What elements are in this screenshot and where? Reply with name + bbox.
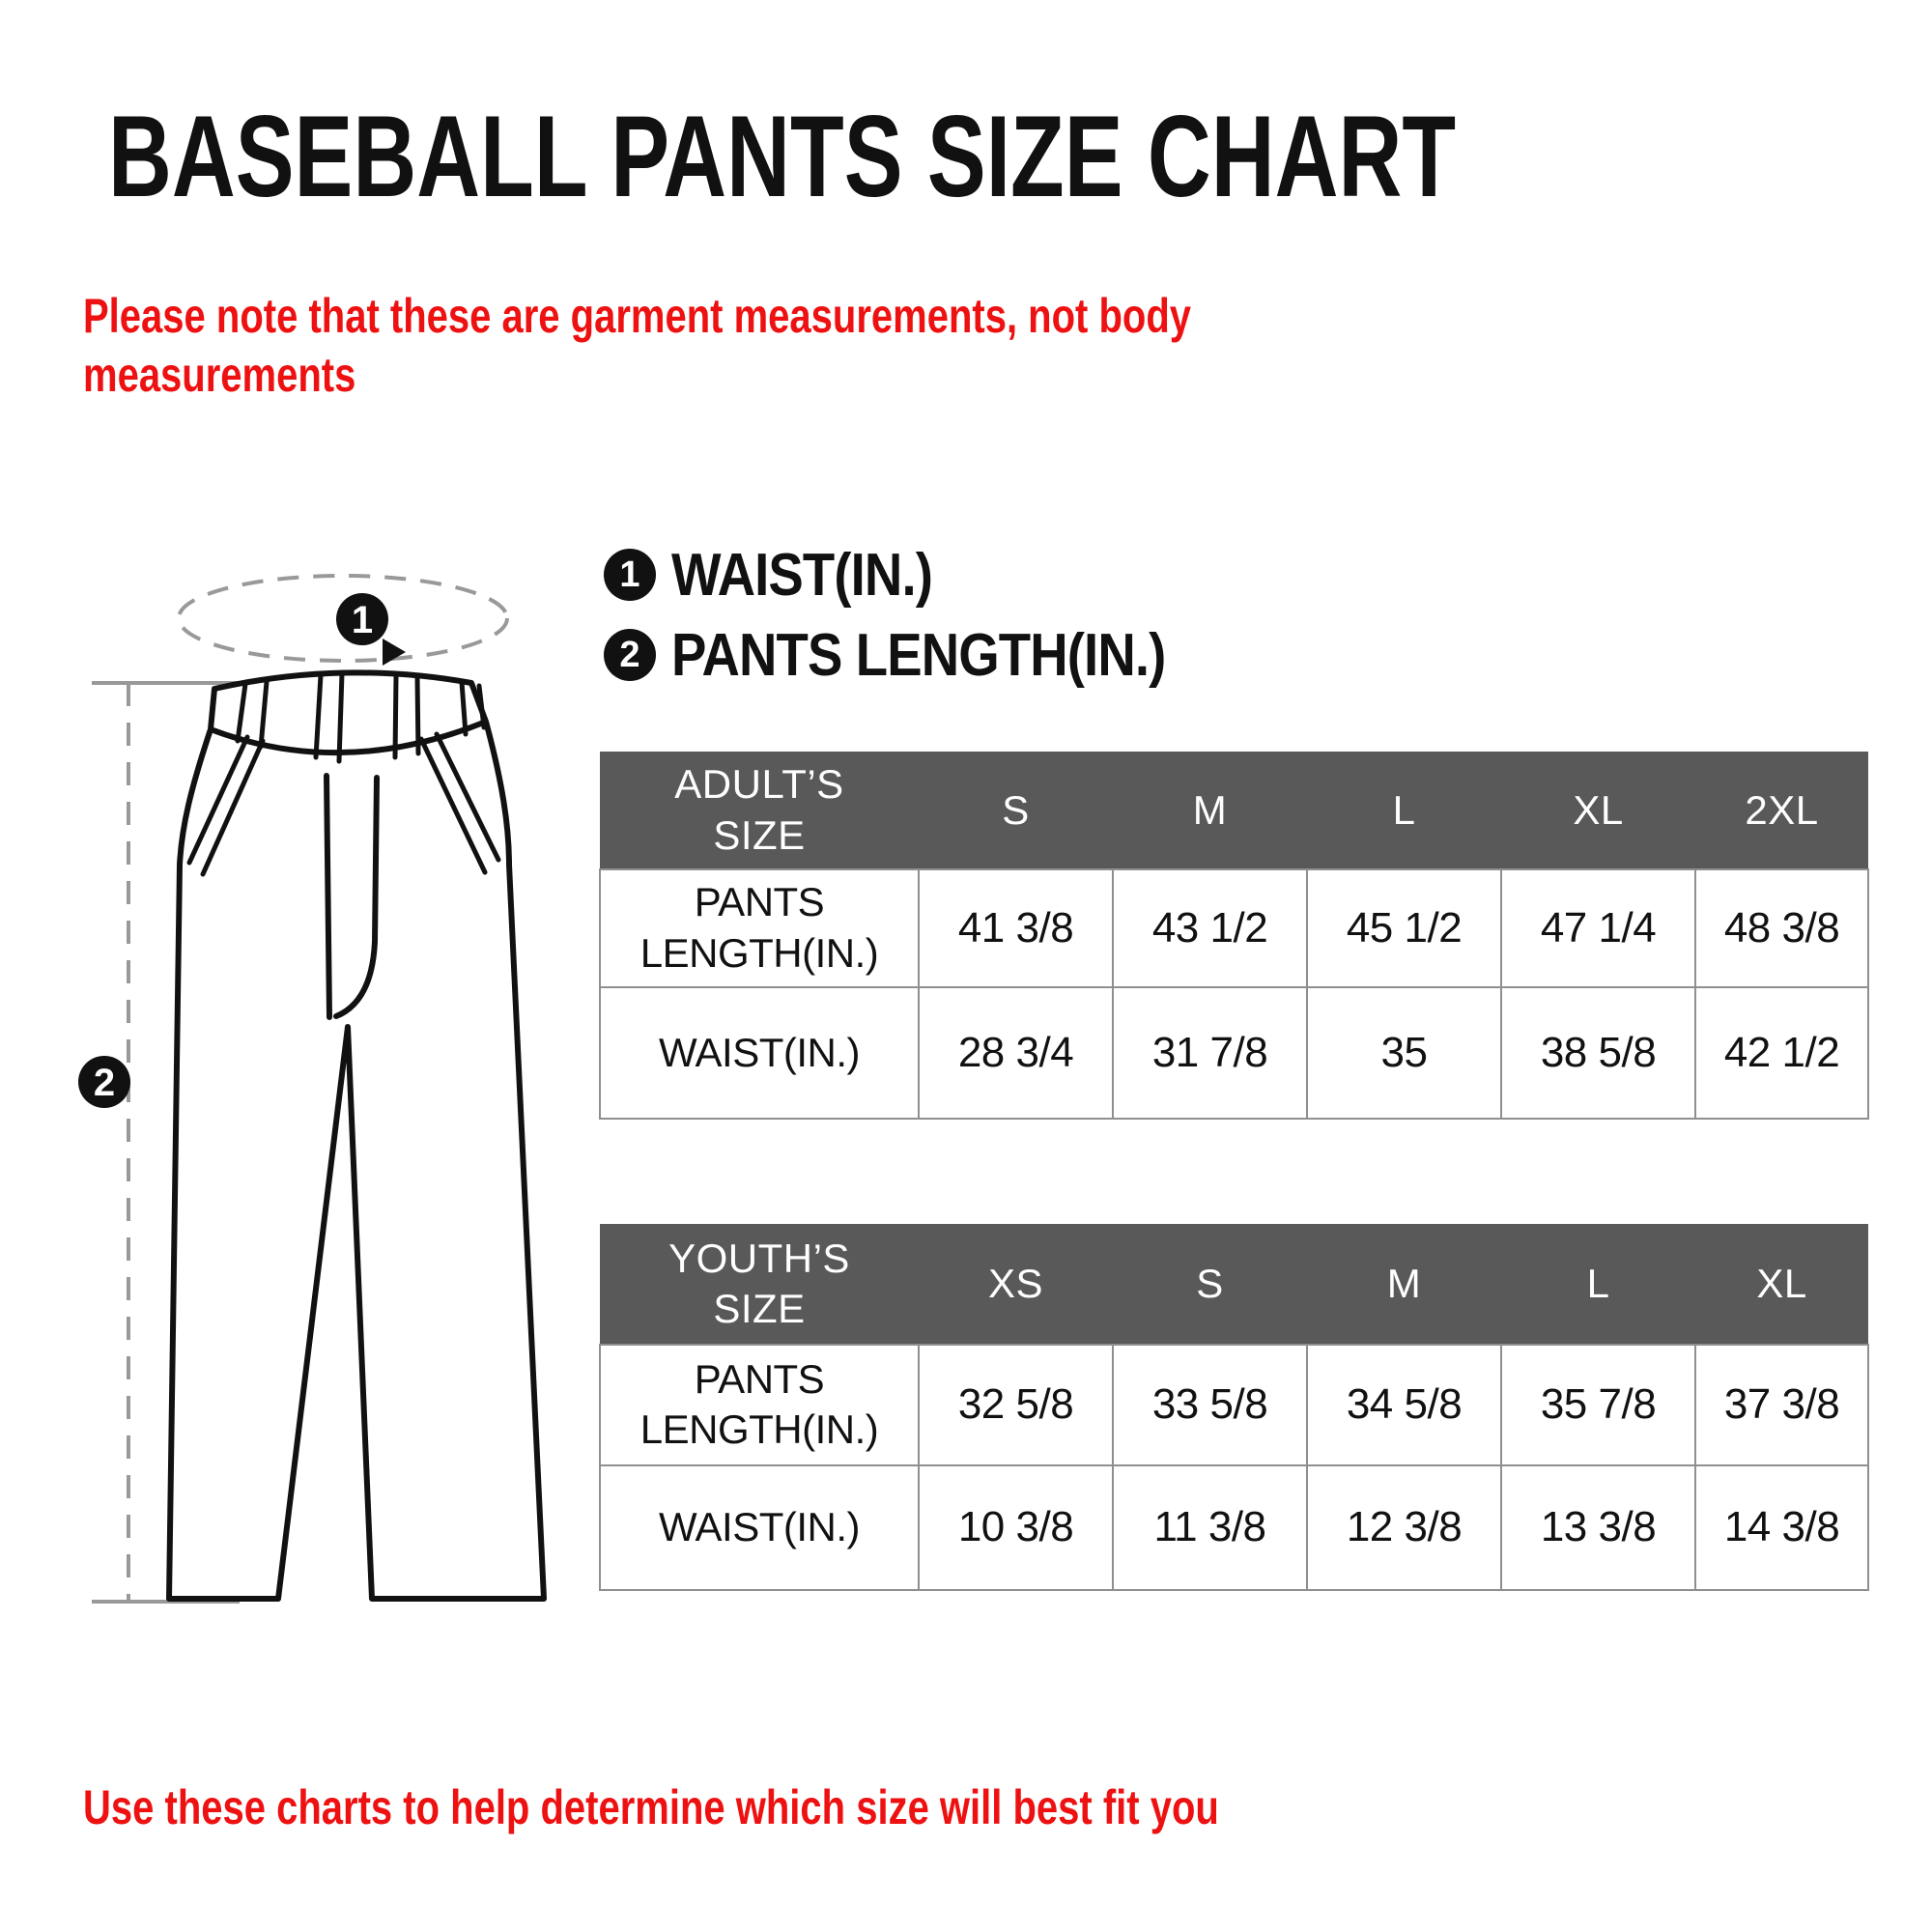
cell-value: 13 3/8 (1501, 1465, 1695, 1590)
cell-value: 38 5/8 (1501, 987, 1695, 1119)
adult-header-row (600, 752, 1868, 869)
cell-value: 48 3/8 (1695, 869, 1868, 987)
adult-col-2xl: 2XL (1695, 752, 1868, 869)
youth-header-row (600, 1224, 1868, 1345)
cell-value: 14 3/8 (1695, 1465, 1868, 1590)
length-marker-badge (78, 1056, 130, 1108)
cell-value: 37 3/8 (1695, 1345, 1868, 1465)
youth-col-l: L (1501, 1224, 1695, 1345)
youth-waist-row (600, 1465, 1868, 1590)
row-label: PANTS LENGTH(IN.) (600, 1345, 919, 1465)
svg-text:2: 2 (93, 1062, 116, 1104)
fit-help-note: Use these charts to help determine which size will best fit you (83, 1780, 1219, 1834)
cell-value: 42 1/2 (1695, 987, 1868, 1119)
cell-value: 33 5/8 (1113, 1345, 1307, 1465)
svg-text:1: 1 (351, 599, 374, 641)
youth-size-table (599, 1224, 1869, 1591)
row-label: WAIST(IN.) (600, 987, 919, 1119)
legend-item-length (604, 621, 1233, 689)
adult-size-header: ADULT’S SIZE (600, 752, 919, 869)
adult-col-s: S (919, 752, 1113, 869)
waist-marker-badge (336, 593, 388, 645)
legend-label-length: PANTS LENGTH(IN.) (671, 621, 1166, 689)
row-label: WAIST(IN.) (600, 1465, 919, 1590)
cell-value: 35 7/8 (1501, 1345, 1695, 1465)
adult-col-m: M (1113, 752, 1307, 869)
cell-value: 28 3/4 (919, 987, 1113, 1119)
cell-value: 31 7/8 (1113, 987, 1307, 1119)
row-label: PANTS LENGTH(IN.) (600, 869, 919, 987)
cell-value: 41 3/8 (919, 869, 1113, 987)
pants-measurement-diagram (68, 536, 628, 1657)
cell-value: 47 1/4 (1501, 869, 1695, 987)
legend-badge-2: 2 (604, 629, 656, 681)
garment-measurement-note (83, 287, 1191, 405)
legend-item-waist (604, 541, 1233, 609)
youth-col-s: S (1113, 1224, 1307, 1345)
legend-badge-1: 1 (604, 549, 656, 601)
cell-value: 11 3/8 (1113, 1465, 1307, 1590)
measurement-legend (604, 541, 1233, 709)
cell-value: 45 1/2 (1307, 869, 1501, 987)
youth-size-header: YOUTH’S SIZE (600, 1224, 919, 1345)
youth-col-m: M (1307, 1224, 1501, 1345)
cell-value: 32 5/8 (919, 1345, 1113, 1465)
cell-value: 10 3/8 (919, 1465, 1113, 1590)
adult-size-table (599, 752, 1869, 1120)
adult-col-l: L (1307, 752, 1501, 869)
cell-value: 35 (1307, 987, 1501, 1119)
youth-col-xl: XL (1695, 1224, 1868, 1345)
youth-col-xs: XS (919, 1224, 1113, 1345)
pants-drawing (68, 536, 628, 1657)
cell-value: 43 1/2 (1113, 869, 1307, 987)
adult-col-xl: XL (1501, 752, 1695, 869)
page-title: BASEBALL PANTS SIZE CHART (108, 92, 1457, 221)
note-line-1: Please note that these are garment measurements, not body (83, 289, 1192, 343)
legend-label-waist: WAIST(IN.) (671, 541, 933, 609)
pants-outline (169, 672, 544, 1599)
adult-waist-row (600, 987, 1868, 1119)
note-line-2: measurements (83, 348, 356, 402)
youth-pants-length-row (600, 1345, 1868, 1465)
cell-value: 12 3/8 (1307, 1465, 1501, 1590)
cell-value: 34 5/8 (1307, 1345, 1501, 1465)
adult-pants-length-row (600, 869, 1868, 987)
waist-arrow-icon (383, 639, 406, 666)
